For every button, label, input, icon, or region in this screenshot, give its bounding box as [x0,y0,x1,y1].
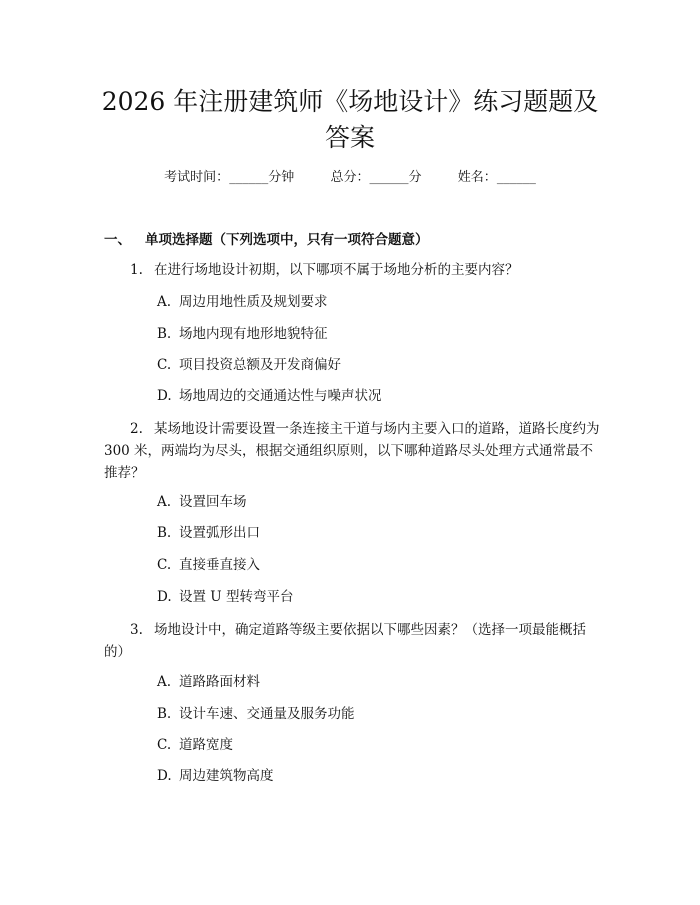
option-text: 道路路面材料 [179,674,260,690]
option-text: 直接垂直接入 [179,557,260,573]
option-letter: D. [157,768,172,784]
name-blank: ______ [496,170,536,185]
question-text: 场地设计中，确定道路等级主要依据以下哪些因素？（选择一项最能概括的） [104,622,586,660]
option-text: 项目投资总额及开发商偏好 [179,357,341,373]
exam-info-line [0,169,700,187]
option-letter: D. [157,589,172,605]
section-heading [104,231,429,249]
question-number: 3. [130,622,143,638]
name-label: 姓名： [457,170,497,185]
title-line-2: 答案 [324,123,375,152]
question-3-option-d [157,767,274,785]
question-1 [104,259,602,281]
question-text: 某场地设计需要设置一条连接主干道与场内主要入口的道路，道路长度约为 300 米，两端均为尽头，根据交通组织原则，以下哪种道路尽头处理方式通常最不推荐？ [104,421,600,481]
question-3-option-b [157,705,355,723]
option-text: 设计车速、交通量及服务功能 [179,706,355,722]
option-text: 场地周边的交通通达性与噪声状况 [179,388,382,404]
option-letter: A. [157,294,172,310]
option-text: 周边用地性质及规划要求 [179,294,328,310]
question-1-option-d [157,387,382,405]
question-1-option-b [157,325,328,343]
question-2-option-d [157,588,293,606]
title-line-1: 2026 年注册建筑师《场地设计》练习题题及 [101,87,599,116]
option-text: 设置弧形出口 [179,525,260,541]
question-3 [104,619,602,663]
question-text: 在进行场地设计初期，以下哪项不属于场地分析的主要内容？ [154,262,519,278]
score-unit: 分 [408,170,422,185]
time-blank: ______ [229,170,269,185]
question-2-option-b [157,524,260,542]
question-2-option-c [157,556,260,574]
question-number: 1. [130,262,143,278]
option-letter: A. [157,674,172,690]
document-title [60,84,640,156]
option-letter: B. [157,525,172,541]
question-2 [104,418,602,484]
question-3-option-c [157,736,233,754]
question-2-option-a [157,493,247,511]
option-text: 道路宽度 [179,737,233,753]
time-label: 考试时间： [164,170,230,185]
option-letter: D. [157,388,172,404]
option-letter: B. [157,326,172,342]
question-1-option-c [157,356,341,374]
option-text: 周边建筑物高度 [179,768,274,784]
option-letter: C. [157,557,172,573]
score-blank: ______ [369,170,409,185]
option-letter: B. [157,706,172,722]
time-unit: 分钟 [268,170,295,185]
option-text: 设置回车场 [179,494,247,510]
score-label: 总分： [330,170,370,185]
question-1-option-a [157,293,328,311]
option-letter: A. [157,494,172,510]
option-text: 设置 U 型转弯平台 [179,589,294,605]
option-letter: C. [157,357,172,373]
section-number: 一、 [104,232,131,248]
section-title: 单项选择题（下列选项中，只有一项符合题意） [145,232,429,248]
question-number: 2. [130,421,143,437]
option-letter: C. [157,737,172,753]
question-3-option-a [157,673,260,691]
option-text: 场地内现有地形地貌特征 [179,326,328,342]
